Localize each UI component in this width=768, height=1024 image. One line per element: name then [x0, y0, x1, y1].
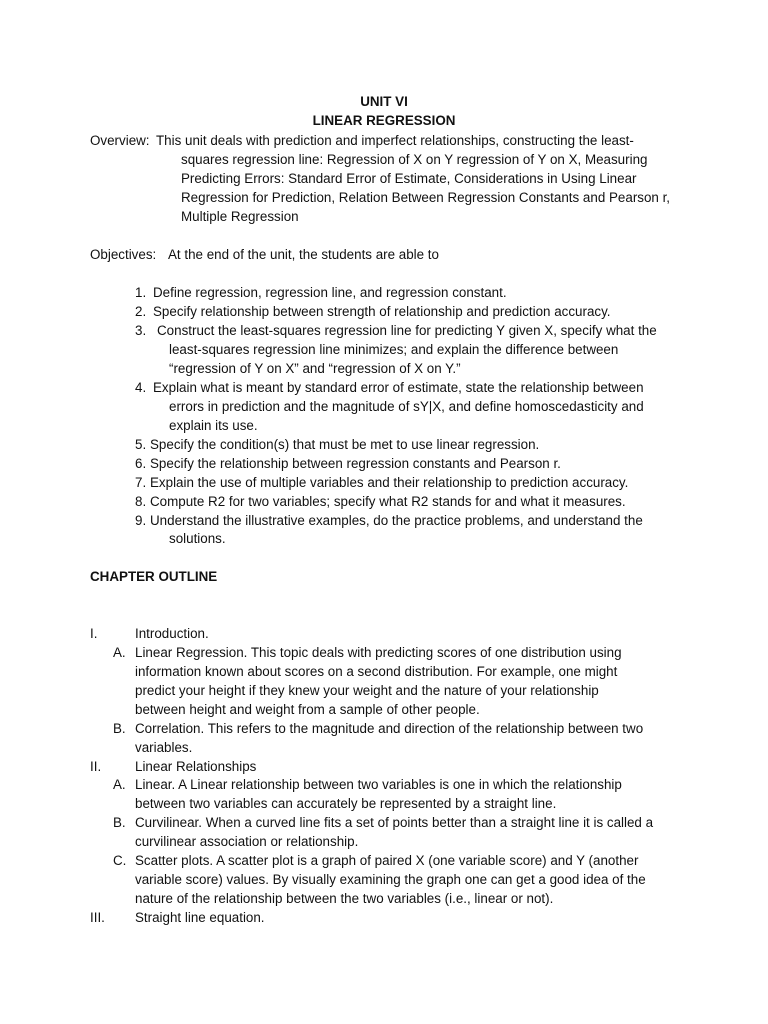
- outline-sub-letter: C.: [113, 853, 127, 868]
- outline-sub-text: curvilinear association or relationship.: [135, 834, 359, 849]
- outline-sub-text: information known about scores on a second distribution. For example, one might: [135, 664, 618, 679]
- objective-text: Specify the relationship between regression constants and Pearson r.: [150, 456, 561, 471]
- outline-sub-text: between two variables can accurately be represented by a straight line.: [135, 796, 557, 811]
- overview-line: Multiple Regression: [181, 209, 299, 224]
- outline-sub-text: Scatter plots. A scatter plot is a graph of paired X (one variable score) and Y (another: [135, 853, 639, 868]
- outline-section-title: Straight line equation.: [135, 910, 265, 925]
- objective-text: errors in prediction and the magnitude of sY|X, and define homoscedasticity and: [169, 399, 644, 414]
- outline-section-number: I.: [90, 626, 98, 641]
- objective-text: Specify relationship between strength of relationship and prediction accuracy.: [153, 304, 611, 319]
- objectives-intro: At the end of the unit, the students are able to: [168, 247, 439, 262]
- outline-section-number: III.: [90, 910, 105, 925]
- objective-text: Specify the condition(s) that must be met to use linear regression.: [150, 437, 540, 452]
- objective-number: 2.: [135, 304, 147, 319]
- outline-sub-text: Linear. A Linear relationship between two variables is one in which the relationship: [135, 777, 622, 792]
- objective-text: solutions.: [169, 531, 226, 546]
- outline-section-title: Introduction.: [135, 626, 209, 641]
- objective-text: least-squares regression line minimizes; and explain the difference between: [169, 342, 619, 357]
- objective-number: 3.: [135, 323, 147, 338]
- objective-text: Compute R2 for two variables; specify what R2 stands for and what it measures.: [150, 494, 626, 509]
- outline-sub-text: between height and weight from a sample of other people.: [135, 702, 480, 717]
- outline-sub-letter: A.: [113, 645, 126, 660]
- objective-number: 4.: [135, 380, 147, 395]
- objective-text: Construct the least-squares regression line for predicting Y given X, specify what the: [157, 323, 657, 338]
- outline-section-title: Linear Relationships: [135, 759, 257, 774]
- outline-sub-text: variable score) values. By visually examining the graph one can get a good idea of the: [135, 872, 646, 887]
- document-title: LINEAR REGRESSION: [312, 113, 456, 128]
- outline-sub-text: variables.: [135, 740, 193, 755]
- objective-text: Define regression, regression line, and regression constant.: [153, 285, 507, 300]
- objective-text: Explain the use of multiple variables and their relationship to prediction accuracy.: [150, 475, 629, 490]
- objective-number: 6.: [135, 456, 147, 471]
- overview-line: This unit deals with prediction and imperfect relationships, constructing the least-: [156, 133, 634, 148]
- outline-sub-text: Correlation. This refers to the magnitude and direction of the relationship between two: [135, 721, 644, 736]
- outline-sub-text: Curvilinear. When a curved line fits a set of points better than a straight line it is called a: [135, 815, 654, 830]
- overview-line: squares regression line: Regression of X on Y regression of Y on X, Measuring: [181, 152, 648, 167]
- objective-number: 8.: [135, 494, 147, 509]
- outline-sub-letter: B.: [113, 815, 126, 830]
- objective-text: “regression of Y on X” and “regression of X on Y.”: [169, 361, 461, 376]
- objective-number: 1.: [135, 285, 147, 300]
- overview-line: Predicting Errors: Standard Error of Estimate, Considerations in Using Linear: [181, 171, 637, 186]
- outline-section-number: II.: [90, 759, 102, 774]
- outline-sub-letter: B.: [113, 721, 126, 736]
- objective-number: 7.: [135, 475, 147, 490]
- objective-text: Explain what is meant by standard error of estimate, state the relationship between: [153, 380, 644, 395]
- overview-line: Regression for Prediction, Relation Between Regression Constants and Pearson r,: [181, 190, 671, 205]
- outline-sub-text: Linear Regression. This topic deals with predicting scores of one distribution using: [135, 645, 622, 660]
- outline-sub-text: predict your height if they knew your weight and the nature of your relationship: [135, 683, 599, 698]
- objective-text: explain its use.: [169, 418, 258, 433]
- objective-number: 9.: [135, 513, 147, 528]
- objective-number: 5.: [135, 437, 147, 452]
- unit-title: UNIT VI: [360, 94, 408, 109]
- outline-sub-letter: A.: [113, 777, 126, 792]
- overview-label: Overview:: [90, 133, 150, 148]
- chapter-outline-heading: CHAPTER OUTLINE: [90, 569, 218, 584]
- objective-text: Understand the illustrative examples, do the practice problems, and understand the: [150, 513, 643, 528]
- outline-sub-text: nature of the relationship between the two variables (i.e., linear or not).: [135, 891, 554, 906]
- objectives-label: Objectives:: [90, 247, 157, 262]
